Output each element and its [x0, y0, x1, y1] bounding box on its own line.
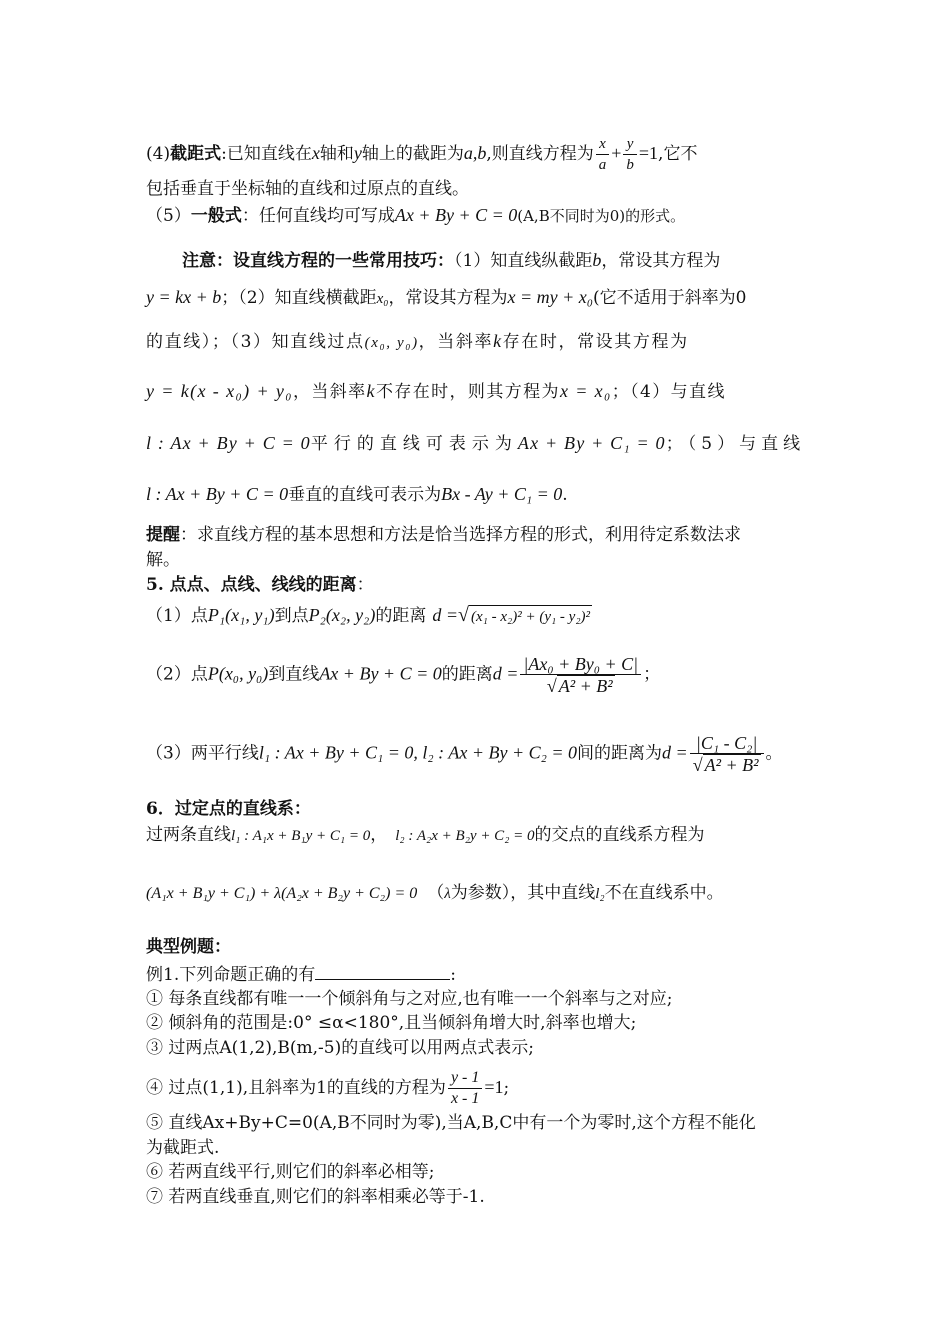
numerator: |Ax₀ + By₀ + C|	[520, 654, 641, 675]
statement-6: ⑥ 若两直线平行,则它们的斜率必相等;	[146, 1162, 435, 1182]
term-intercept-form: 截距式	[170, 144, 222, 164]
var-ab: a,b	[463, 143, 487, 163]
text: ；	[643, 664, 661, 685]
distance-point-point	[146, 604, 592, 628]
formula: Ax + By + C = 0	[319, 663, 442, 684]
distance-point-line	[146, 654, 660, 696]
var-l2: l₂	[595, 886, 605, 902]
denominator: a	[598, 157, 607, 173]
formula: l₁ : Ax + By + C₁ = 0, l₂ : Ax + By + C₂ = 0	[258, 742, 578, 763]
var-d: d =	[492, 663, 519, 684]
var-lambda: λ	[444, 886, 451, 902]
text: ;	[503, 1078, 510, 1098]
text: 过两条直线	[146, 825, 231, 845]
pencil-line1	[146, 824, 705, 847]
text: (A,B不同时为0)的形式。	[517, 207, 686, 225]
formula: y = kx + b	[146, 287, 222, 307]
formula: l₁ : A₁x + B₁y + C₁ = 0	[231, 828, 371, 844]
distance-parallel-lines	[146, 733, 783, 775]
distance-heading	[146, 574, 374, 596]
statement-1: ① 每条直线都有唯一一个倾斜角与之对应,也有唯一一个斜率与之对应;	[146, 989, 673, 1009]
text: ，当斜率	[292, 382, 367, 402]
var-b: b	[592, 250, 602, 270]
text: .	[562, 485, 568, 505]
numerator: |C₁ - C₂|	[690, 733, 764, 754]
formula: (A₁x + B₁y + C₁) + λ(A₂x + B₂y + C₂) = 0	[146, 885, 418, 902]
fraction-y-over-b	[623, 134, 637, 175]
reminder-heading: 提醒	[146, 525, 180, 545]
text: 平行的直线可表示为	[310, 434, 518, 454]
text: （2）点	[146, 664, 208, 685]
text: 存在时，常设其方程为	[502, 332, 689, 352]
formula: x = my + x₀	[507, 287, 593, 307]
distance-fraction	[520, 654, 641, 696]
intercept-form-line1	[146, 134, 697, 175]
text: ；（4）与直线	[611, 382, 726, 402]
text: 的距离	[441, 664, 493, 685]
formula: Ax + By + C₁ = 0	[517, 433, 666, 453]
numerator: x	[596, 134, 610, 155]
text: （1）点	[146, 606, 208, 626]
sqrt-sign: √	[692, 755, 703, 775]
text: 轴和	[319, 144, 354, 164]
answer-blank[interactable]	[315, 963, 450, 980]
var-k: k	[493, 331, 503, 351]
statement-2: ② 倾斜角的范围是:0° ≤α<180°,且当倾斜角增大时,斜率也增大;	[146, 1013, 637, 1033]
sqrt-sign: √	[457, 604, 469, 626]
general-form-line	[146, 204, 685, 227]
text: 到点	[274, 606, 309, 626]
var-d: d =	[432, 605, 458, 625]
fraction-x-over-a	[596, 134, 610, 175]
text: （	[427, 883, 445, 903]
formula: x = x₀	[559, 381, 612, 401]
distance-fraction	[690, 733, 764, 775]
fraction-slope	[448, 1068, 482, 1109]
item-number: （5）	[146, 206, 191, 226]
equals-one: =1	[484, 1077, 504, 1097]
text: 间的距离为	[577, 743, 663, 764]
note-heading: 注意：设直线方程的一些常用技巧：	[182, 251, 454, 271]
text: ，当斜率	[418, 332, 494, 352]
text: (它不适用于斜率为0	[593, 288, 747, 308]
note-line3	[146, 330, 689, 354]
text: 。	[765, 743, 783, 764]
text: ：求直线方程的基本思想和方法是恰当选择方程的形式，利用待定系数法求	[180, 525, 741, 545]
note-line2	[146, 286, 746, 310]
text: 的交点的直线系方程为	[534, 825, 705, 845]
text: 垂直的直线可表示为	[288, 485, 442, 505]
statement-3: ③ 过两点A(1,2),B(m,-5)的直线可以用两点式表示;	[146, 1038, 534, 1058]
denominator	[690, 754, 764, 775]
point-p1: P₁(x₁, y₁)	[207, 605, 275, 625]
formula: l : Ax + By + C = 0	[146, 433, 311, 453]
note-line1	[182, 249, 720, 272]
var-x: x	[311, 143, 320, 163]
reminder-line2: 解。	[146, 550, 180, 570]
pencil-line2	[146, 882, 724, 905]
note-line5	[146, 432, 805, 455]
formula: l : Ax + By + C = 0	[146, 484, 289, 504]
var-k: k	[366, 381, 376, 401]
reminder-line1	[146, 524, 741, 546]
formula: l₂ : A₂x + B₂y + C₂ = 0	[395, 828, 535, 844]
text: ；（5）与直线	[665, 434, 806, 454]
sqrt-sign: √	[546, 676, 557, 696]
statement-7: ⑦ 若两直线垂直,则它们的斜率相乘必等于-1.	[146, 1187, 485, 1207]
point-x0-y0: (x₀, y₀)	[364, 335, 419, 351]
text: （3）两平行线	[146, 743, 259, 764]
intercept-form-line2: 包括垂直于坐标轴的直线和过原点的直线。	[146, 179, 469, 199]
formula: y = k(x - x₀) + y₀	[146, 381, 293, 401]
plus-sign: +	[611, 143, 622, 163]
text: ：任何直线均可写成	[241, 206, 395, 226]
text: （1）知直线纵截距	[454, 251, 593, 271]
equals-one: =1	[638, 143, 659, 163]
example1-question	[146, 963, 456, 986]
statement-5-line2: 为截距式.	[146, 1138, 220, 1158]
term-general-form: 一般式	[190, 206, 242, 226]
denominator	[520, 675, 641, 696]
statement-4	[146, 1068, 509, 1109]
radicand: A² + B²	[704, 755, 759, 775]
text: ,它不	[658, 144, 698, 164]
text: 的距离	[375, 606, 427, 626]
numerator: y - 1	[448, 1068, 482, 1089]
text: :	[450, 965, 456, 985]
point-p2: P₂(x₂, y₂)	[308, 605, 376, 625]
var-d: d =	[662, 742, 688, 763]
numerator: y	[623, 134, 637, 155]
point-p: P(x₀, y₀)	[207, 663, 269, 684]
formula: Ax + By + C = 0	[394, 205, 518, 225]
text: 到直线	[268, 664, 320, 685]
radicand: A² + B²	[558, 676, 613, 696]
item-number: (4)	[146, 144, 171, 164]
text: ④ 过点(1,1),且斜率为1的直线的方程为	[146, 1078, 446, 1098]
text: ；（2）知直线横截距	[221, 288, 377, 308]
var-x0: x₀	[376, 291, 389, 307]
text: :已知直线在	[221, 144, 312, 164]
text: 轴上的截距为	[361, 144, 464, 164]
var-y: y	[353, 143, 362, 163]
note-line6	[146, 483, 568, 506]
note-line4	[146, 380, 726, 403]
statement-5-line1: ⑤ 直线Ax+By+C=0(A,B不同时为零),当A,B,C中有一个为零时,这个方程不能化	[146, 1113, 756, 1133]
heading-text: 5. 点点、点线、线线的距离	[146, 575, 357, 595]
denominator: b	[626, 157, 634, 173]
denominator: x - 1	[450, 1090, 480, 1107]
text: 的直线）；（3）知直线过点	[146, 332, 365, 352]
text: ：	[356, 575, 374, 595]
text: 例1.下列命题正确的有	[146, 965, 316, 985]
radicand: (x₁ - x₂)² + (y₁ - y₂)²	[469, 605, 592, 628]
examples-heading: 典型例题：	[146, 937, 231, 957]
text: ，常设其方程为	[388, 288, 508, 308]
formula: Bx - Ay + C₁ = 0	[441, 484, 563, 504]
text: ，	[370, 825, 388, 845]
pencil-heading: 6．过定点的直线系：	[146, 799, 311, 819]
text: 为参数），其中直线	[450, 883, 596, 903]
text: ，常设其方程为	[601, 251, 721, 271]
text: ,则直线方程为	[486, 144, 594, 164]
text: 不存在时，则其方程为	[375, 382, 560, 402]
text: 不在直线系中。	[604, 883, 724, 903]
